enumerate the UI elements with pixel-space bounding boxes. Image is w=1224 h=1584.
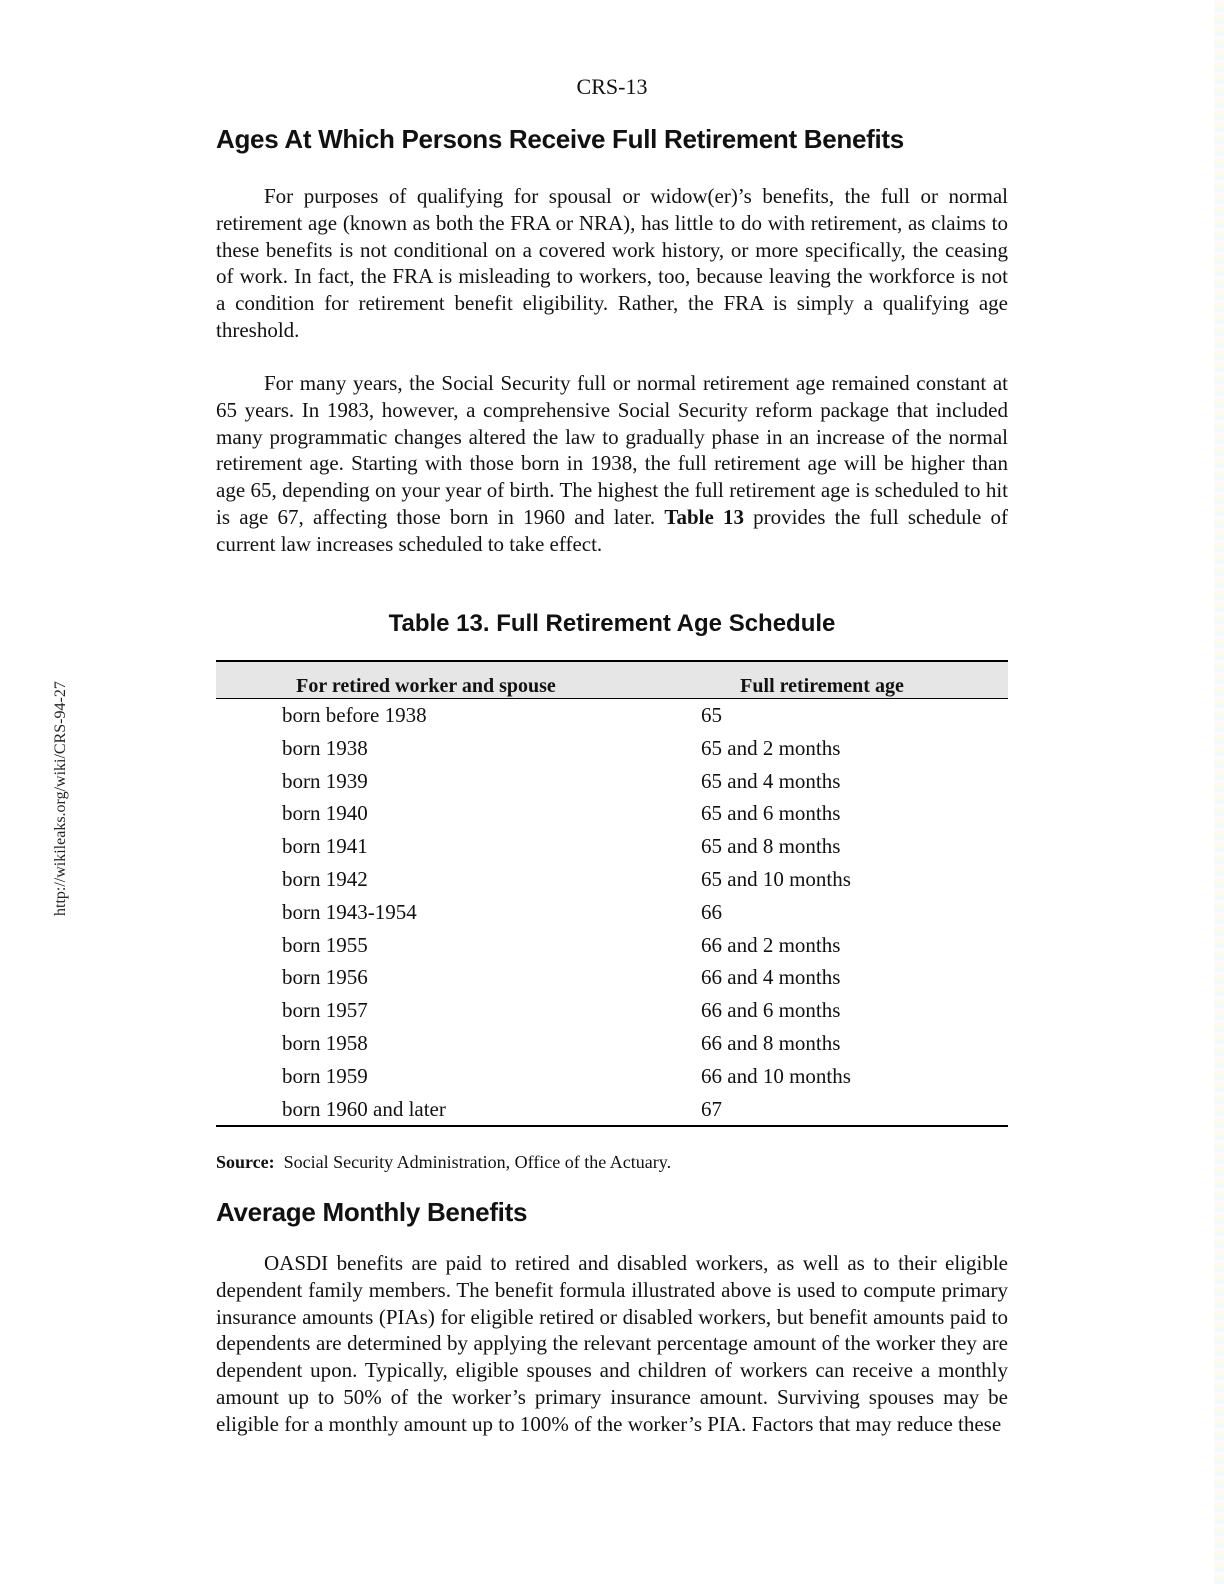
table-title: Table 13. Full Retirement Age Schedule <box>388 610 836 637</box>
column-header: For retired worker and spouse <box>216 661 636 699</box>
section-full-retirement <box>216 124 1008 155</box>
paragraph-text <box>216 370 1008 558</box>
retirement-age-cell: 65 and 6 months <box>701 801 841 826</box>
paragraph-3 <box>216 1250 1008 1438</box>
retirement-age-cell: 65 and 4 months <box>701 768 841 793</box>
table-row <box>216 797 1008 830</box>
retirement-age-cell: 66 and 6 months <box>701 998 841 1023</box>
birth-year-cell: born 1957 <box>282 998 368 1023</box>
retirement-age-cell: 66 and 10 months <box>701 1063 851 1088</box>
birth-year-cell: born 1938 <box>282 735 368 760</box>
retirement-age-cell: 65 and 8 months <box>701 834 841 859</box>
birth-year-cell: born 1942 <box>282 866 368 891</box>
birth-year-cell: born before 1938 <box>282 703 427 727</box>
birth-year-cell: born 1943-1954 <box>282 899 417 924</box>
source-note <box>216 1152 1008 1173</box>
paragraph-text-end: provides the full schedule of current law increases scheduled to take effect. <box>216 504 1008 556</box>
birth-year-cell: born 1956 <box>282 965 368 990</box>
table-row <box>216 830 1008 863</box>
table-header-row <box>216 661 1008 699</box>
page-number: CRS-13 <box>576 74 648 99</box>
table-row <box>216 1027 1008 1060</box>
retirement-age-cell: 66 <box>701 899 722 924</box>
birth-year-cell: born 1958 <box>282 1030 368 1055</box>
paragraph-text: For purposes of qualifying for spousal or widow(er)’s benefits, the full or normal retirement age (known as both the FRA or NRA), has little to do with retirement, as claims to these benefits is not conditional on a covered work history, or more specifically, the ceasing of work. In fact, the FRA is misleading to workers, too, because leaving the workforce is not a condition for retirement benefit eligibility. Rather, the FRA is simply a qualifying age threshold. <box>216 184 1008 342</box>
section-heading: Ages At Which Persons Receive Full Retirement Benefits <box>216 124 904 154</box>
source-text: Social Security Administration, Office of the Actuary. <box>283 1152 672 1172</box>
retirement-age-cell: 65 <box>701 703 722 727</box>
section-average-benefits <box>216 1197 1008 1228</box>
side-url-watermark: http://wikileaks.org/wiki/CRS-94-27 <box>52 681 69 916</box>
source-label: Source: <box>216 1152 275 1172</box>
retirement-age-table <box>216 660 1008 1127</box>
retirement-age-table-wrap <box>216 660 1008 1127</box>
section-heading: Average Monthly Benefits <box>216 1197 528 1227</box>
table-row <box>216 699 1008 732</box>
retirement-age-cell: 66 and 8 months <box>701 1030 841 1055</box>
table-source <box>216 1152 1008 1173</box>
retirement-age-cell: 66 and 2 months <box>701 932 841 957</box>
column-header: Full retirement age <box>636 661 1008 699</box>
table-row <box>216 994 1008 1027</box>
retirement-age-cell: 66 and 4 months <box>701 965 841 990</box>
paragraph-text: OASDI benefits are paid to retired and disabled workers, as well as to their eligible dependent family members. The benefit formula illustrated above is used to compute primary insurance amounts (PIAs) for eligible retired or disabled workers, but benefit amounts paid to dependents are determined by applying the relevant percentage amount of the worker they are dependent upon. Typically, eligible spouses and children of workers can receive a monthly amount up to 50% of the worker’s primary insurance amount. Surviving spouses may be eligible for a monthly amount up to 100% of the worker’s PIA. Factors that may reduce these <box>216 1251 1008 1436</box>
retirement-age-cell: 65 and 2 months <box>701 735 841 760</box>
birth-year-cell: born 1940 <box>282 801 368 826</box>
table-row <box>216 961 1008 994</box>
table-row <box>216 765 1008 798</box>
retirement-age-cell: 67 <box>636 1093 1008 1127</box>
table-caption <box>216 610 1008 638</box>
retirement-age-cell: 65 and 10 months <box>701 866 851 891</box>
table-row <box>216 1060 1008 1093</box>
paragraph-1 <box>216 183 1008 344</box>
table-reference: Table 13 <box>664 504 744 529</box>
birth-year-cell: born 1960 and later <box>216 1093 636 1127</box>
birth-year-cell: born 1955 <box>282 932 368 957</box>
table-row <box>216 929 1008 962</box>
birth-year-cell: born 1939 <box>282 768 368 793</box>
paragraph-text-start: For many years, the Social Security full or normal retirement age remained constant at 65 years. In 1983, however, a comprehensive Social Security reform package that included many programmatic changes altered the law to gradually phase in an increase of the normal retirement age. Starting with those born in 1938, the full retirement age will be higher than age 65, depending on your year of birth. The highest the full retirement age is scheduled to hit is age 67, affecting those born in 1960 and later. <box>216 371 1008 529</box>
table-row <box>216 896 1008 929</box>
table-body <box>216 699 1008 1127</box>
table-row <box>216 863 1008 896</box>
table-row <box>216 1093 1008 1127</box>
paragraph-2 <box>216 370 1008 558</box>
birth-year-cell: born 1959 <box>282 1063 368 1088</box>
table-row <box>216 732 1008 765</box>
birth-year-cell: born 1941 <box>282 834 368 859</box>
scan-edge <box>1214 0 1224 1584</box>
